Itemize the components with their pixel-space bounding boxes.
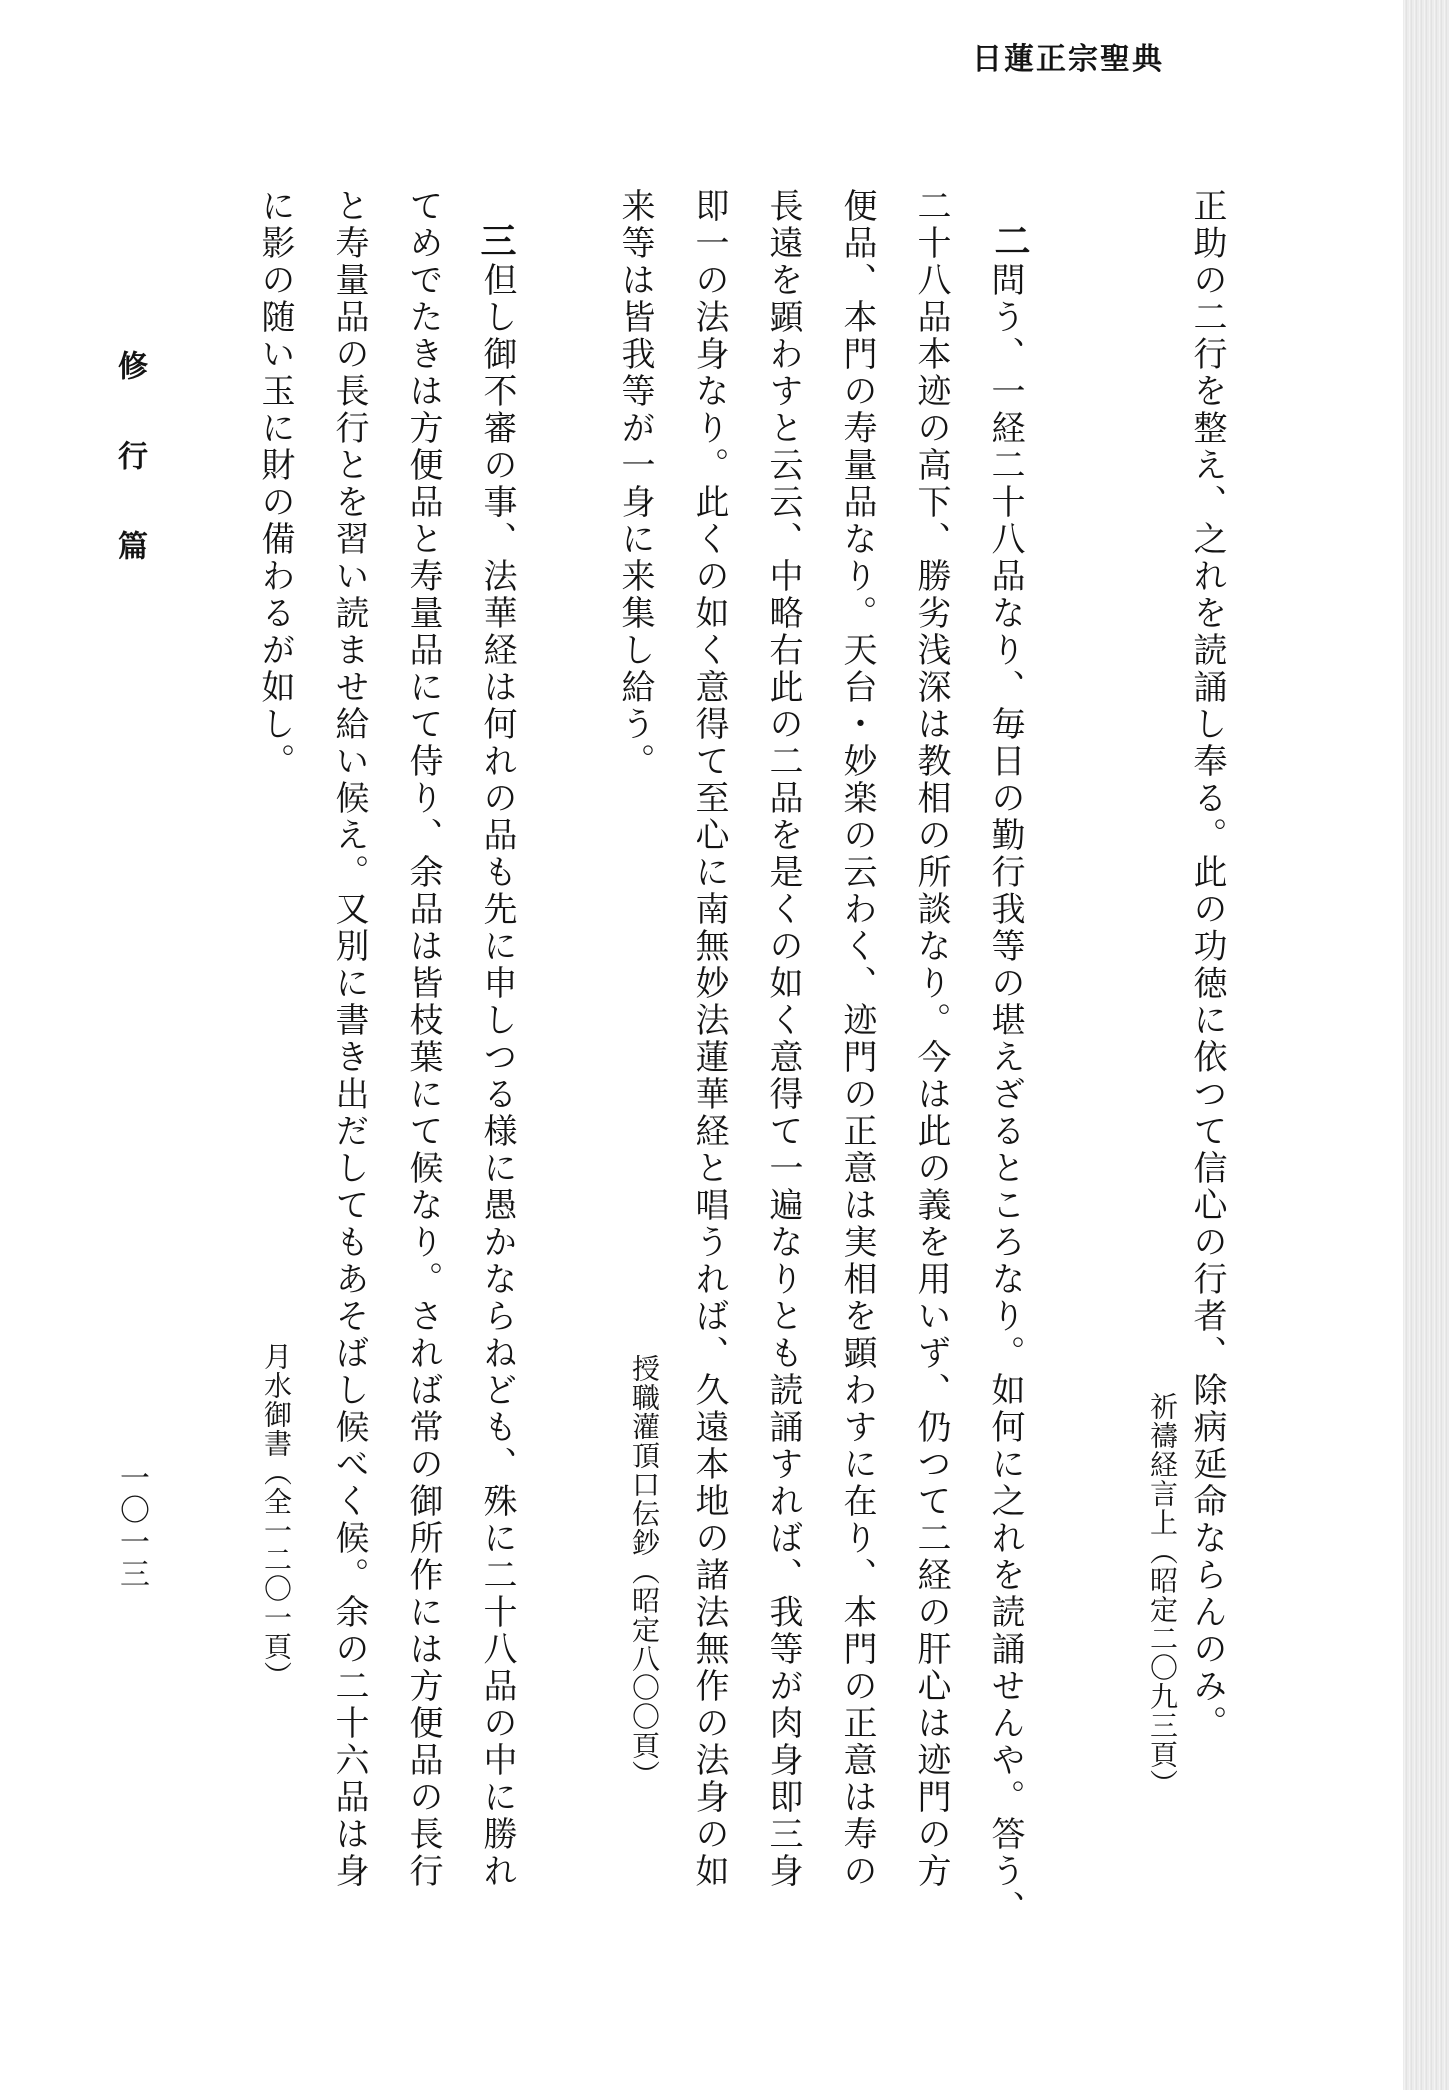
passage2-line-3: 便品、本門の寿量品なり。天台・妙楽の云わく、迹門の正意は実相を顕わすに在り、本門の正意は寿の <box>837 188 877 1890</box>
page-number: 一〇一三 <box>114 1462 149 1590</box>
page-edge-shadow <box>1403 0 1449 2090</box>
passage2-line-6: 来等は皆我等が一身に来集し給う。 <box>615 188 655 780</box>
section-title: 修行篇 <box>112 350 147 620</box>
running-header: 日蓮正宗聖典 <box>972 42 1164 77</box>
passage3-line-1: 但し御不審の事、法華経は何れの品も先に申しつる様に愚かならねども、殊に二十八品の中に勝れ <box>477 262 517 1890</box>
passage1-text: 正助の二行を整え、之れを読誦し奉る。此の功徳に依つて信心の行者、除病延命ならんのみ。 <box>1187 188 1227 1742</box>
passage2-line-2: 二十八品本迹の高下、勝劣浅深は教相の所談なり。今は此の義を用いず、仍つて二経の肝心は迹門の方 <box>911 188 951 1890</box>
passage2-marker: 二 <box>989 222 1031 258</box>
passage3-citation: 月水御書（全一二〇一頁） <box>260 1342 293 1690</box>
passage2-line-1: 問う、一経二十八品なり、毎日の勤行我等の堪えざるところなり。如何に之れを読誦せんや。答う、 <box>985 262 1025 1927</box>
passage3-line-3: と寿量品の長行とを習い読ませ給い候え。又別に書き出だしてもあそばし候べく候。余の二十六品は身 <box>329 188 369 1890</box>
passage1-citation: 祈禱経言上（昭定二〇九三頁） <box>1146 1392 1179 1798</box>
passage2-line-5: 即一の法身なり。此くの如く意得て至心に南無妙法蓮華経と唱うれば、久遠本地の諸法無作の法身の如 <box>689 188 729 1890</box>
passage3-line-2: てめでたきは方便品と寿量品にて侍り、余品は皆枝葉にて候なり。されば常の御所作には方便品の長行 <box>403 188 443 1890</box>
passage3-line-4: に影の随い玉に財の備わるが如し。 <box>255 188 295 780</box>
passage3-marker: 三 <box>475 222 517 258</box>
passage2-citation: 授職灌頂口伝鈔（昭定八〇〇頁） <box>628 1354 661 1789</box>
passage2-line-4: 長遠を顕わすと云云、中略右此の二品を是くの如く意得て一遍なりとも読誦すれば、我等が肉身即三身 <box>763 188 803 1890</box>
